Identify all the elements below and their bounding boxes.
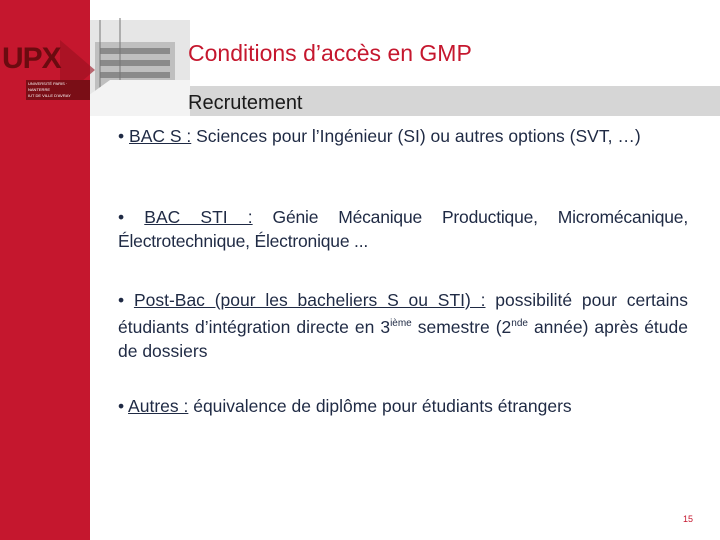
bullet-text: semestre (2 bbox=[411, 316, 512, 337]
bullet-label: Autres : bbox=[128, 396, 189, 416]
logo-caption: UNIVERSITÉ PARIS · NANTERRE IUT DE VILLE D'AVRAY bbox=[26, 80, 90, 100]
bullet-label: BAC S : bbox=[129, 126, 192, 146]
bullet-marker: • bbox=[118, 290, 125, 310]
bullet-marker: • bbox=[118, 207, 125, 227]
bullet-bac-s bbox=[118, 124, 688, 148]
bullet-text: année) après étude de dossiers bbox=[118, 316, 688, 361]
university-logo bbox=[0, 0, 200, 116]
bullet-text: Génie Mécanique Productique, Micromécanique, Électrotechnique, Électronique ... bbox=[118, 207, 688, 251]
superscript: ième bbox=[390, 318, 412, 329]
slide-subtitle: Recrutement bbox=[188, 92, 303, 114]
superscript: nde bbox=[511, 318, 528, 329]
bullet-label: BAC STI : bbox=[144, 207, 253, 227]
bullet-autres bbox=[118, 394, 688, 418]
bullet-post-bac bbox=[118, 288, 688, 363]
bullet-marker: • bbox=[118, 126, 125, 146]
bullet-text: possibilité pour certains étudiants d’intégration directe en 3 bbox=[118, 290, 689, 337]
bullet-marker: • bbox=[118, 396, 125, 416]
bullet-text: équivalence de diplôme pour étudiants étrangers bbox=[188, 396, 572, 416]
slide-title: Conditions d’accès en GMP bbox=[188, 40, 472, 66]
page-number: 15 bbox=[683, 514, 694, 524]
bullet-text: Sciences pour l’Ingénieur (SI) ou autres options (SVT, …) bbox=[191, 126, 641, 146]
bullet-label: Post-Bac (pour les bacheliers S ou STI) : bbox=[133, 290, 486, 310]
bullet-bac-sti bbox=[118, 205, 688, 253]
logo-wordmark: UPX bbox=[2, 42, 61, 75]
